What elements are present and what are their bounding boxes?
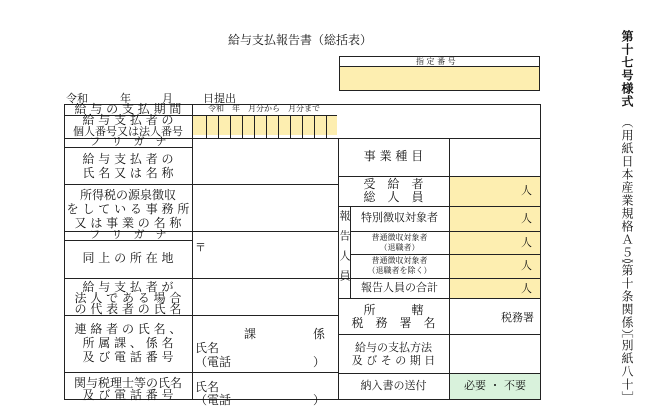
contact-label: 連 絡 者 の 氏 名 、 所 属 課 、 係 名 及 び 電 話 番 号 [74,322,182,364]
issue-day-label: 日提出 [203,92,236,105]
tax-accountant-tel-label: （電話 [195,393,232,407]
postal-mark: 〒 [195,241,206,254]
designation-label: 指 定 番 号 [416,57,456,66]
business-type-field[interactable] [450,139,540,175]
address-label: 同 上 の 所 在 地 [82,251,174,266]
article-note: （第十条関係） [620,251,634,342]
contact-dept-label: 課 [244,327,257,341]
special-collection-unit: 人 [521,212,532,225]
office-name-field[interactable] [193,185,337,230]
form-number: 第十七号様式 [620,30,634,108]
ordinary-other-unit: 人 [521,259,532,272]
payer-name-label: 給 与 支 払 者 の 氏 名 又 は 名 称 [82,152,174,180]
address-field[interactable] [210,232,337,277]
furigana-label-1: フ リ ガ ナ [89,135,167,149]
office-label: 所得税の源泉徴収 を し て い る 事 務 所 又 は 事 業 の 名 称 [66,188,190,230]
tax-office-suffix: 税務署 [501,311,534,324]
payer-number-label: 給 与 支 払 者 の 個人番号又は法人番号 [73,113,183,138]
era-label: 令和 [66,92,88,105]
pay-period-label: 給 与 の 支 払 期 間 [74,101,182,116]
representative-field[interactable] [193,279,337,314]
tax-accountant-tel-close: ） [313,393,326,407]
report-group-label: 報告人員 [338,210,351,290]
tax-accountant-field[interactable] [220,378,310,399]
report-total-label: 報告人員の合計 [361,280,438,294]
contact-name-tel-field[interactable] [220,340,310,370]
paper-size-note: （用紙日本産業規格Ａ５） [620,116,634,272]
ordinary-retired-label: 普通徴収対象者 （退職者） [371,233,428,252]
contact-section-label: 係 [313,327,326,341]
payer-name-field[interactable] [193,139,337,183]
tax-office-field[interactable] [450,299,498,333]
month-label: 月 [162,92,173,105]
contact-name-label: 氏名 [195,341,220,355]
special-collection-label: 特別徴収対象者 [361,211,438,225]
payment-method-label: 給与の支払方法 及 び そ の 期 日 [351,341,436,367]
ordinary-retired-unit: 人 [521,236,532,249]
tax-accountant-label: 関与税理士等の氏名 及 び 電 話 番 号 [73,376,182,402]
business-type-label: 事 業 種 目 [363,149,424,164]
recipients-label: 受 給 者 総 人 員 [363,177,424,204]
delivery-label: 納入書の送付 [360,379,427,393]
contact-tel-label: （電話 [195,355,232,369]
recipients-unit: 人 [521,184,532,197]
furigana-label-2: フ リ ガ ナ [89,228,167,242]
tax-accountant-name-label: 氏名 [195,380,220,394]
tax-office-label: 所 轄 税 務 署 名 [351,303,436,330]
contact-tel-close: ） [313,355,326,369]
ordinary-other-label: 普通徴収対象者 （退職者を除く） [367,256,432,275]
pay-period-value: 令和 年 月分から 月分まで [208,104,320,113]
attachment-note: ［別紙八十］ [620,326,634,404]
payment-method-field[interactable] [450,335,540,372]
representative-label: 給 与 支 払 者 が 法 人 で あ る 場 合 の 代 表 者 の 氏 名 [74,280,182,316]
year-label: 年 [120,92,131,105]
form-title: 給与支払報告書（総括表） [228,33,373,47]
report-total-unit: 人 [521,282,532,295]
delivery-choice[interactable]: 必要 ・ 不要 [464,379,526,393]
